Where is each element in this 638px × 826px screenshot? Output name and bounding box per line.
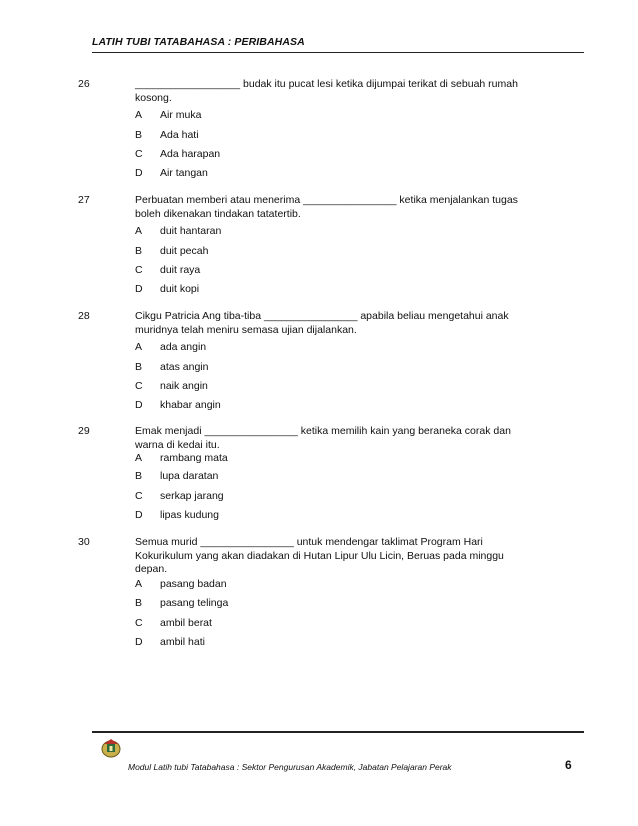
- option-letter: A: [135, 225, 143, 237]
- option-letter: C: [135, 617, 143, 629]
- option-text: pasang badan: [160, 578, 227, 590]
- option-text: Ada harapan: [160, 148, 221, 160]
- option-text: ambil berat: [160, 617, 212, 629]
- option-text: duit raya: [160, 264, 201, 276]
- option-text: Air tangan: [160, 167, 208, 179]
- page-header-title: LATIH TUBI TATABAHASA : PERIBAHASA: [92, 36, 305, 48]
- option-text: Air muka: [160, 109, 202, 121]
- option-text: duit pecah: [160, 245, 209, 257]
- question-stem: Perbuatan memberi atau menerima ________________ ketika menjalankan tugas boleh dikenakan tindakan tatatertib.: [135, 194, 518, 220]
- page-number: 6: [565, 758, 572, 772]
- option-letter: A: [135, 341, 143, 353]
- question-stem: Cikgu Patricia Ang tiba-tiba ________________ apabila beliau mengetahui anak muridnya telah meniru semasa ujian dijalankan.: [135, 310, 509, 336]
- option-letter: C: [135, 264, 143, 276]
- option-letter: C: [135, 380, 143, 392]
- option-letter: A: [135, 452, 143, 464]
- option-letter: D: [135, 399, 143, 411]
- option-text: ada angin: [160, 341, 207, 353]
- option-letter: A: [135, 109, 143, 121]
- option-text: lipas kudung: [160, 509, 219, 521]
- question-stem: Semua murid ________________ untuk mendengar taklimat Program Hari Kokurikulum yang akan diadakan di Hutan Lipur Ulu Licin, Beruas pada minggu depan.: [135, 536, 504, 575]
- question-number: 28: [78, 310, 90, 322]
- option-text: atas angin: [160, 361, 209, 373]
- question-number: 27: [78, 194, 90, 206]
- question-number: 29: [78, 425, 90, 437]
- option-letter: B: [135, 245, 143, 257]
- option-text: pasang telinga: [160, 597, 229, 609]
- question-stem: Emak menjadi ________________ ketika memilih kain yang beraneka corak dan warna di kedai itu.: [135, 425, 511, 451]
- option-letter: D: [135, 509, 143, 521]
- option-letter: B: [135, 129, 143, 141]
- option-letter: C: [135, 490, 143, 502]
- option-letter: B: [135, 597, 143, 609]
- option-letter: D: [135, 636, 143, 648]
- question-stem: __________________ budak itu pucat lesi ketika dijumpai terikat di sebuah rumah kosong.: [135, 78, 518, 104]
- option-letter: D: [135, 283, 143, 295]
- footer-text: Modul Latih tubi Tatabahasa : Sektor Pengurusan Akademik, Jabatan Pelajaran Perak: [128, 762, 452, 772]
- option-text: naik angin: [160, 380, 208, 392]
- option-text: serkap jarang: [160, 490, 224, 502]
- option-letter: B: [135, 361, 143, 373]
- option-text: duit kopi: [160, 283, 200, 295]
- footer-divider: [92, 731, 584, 733]
- question-number: 30: [78, 536, 90, 548]
- option-letter: B: [135, 470, 143, 482]
- option-text: khabar angin: [160, 399, 221, 411]
- option-letter: A: [135, 578, 143, 590]
- header-divider: [92, 52, 584, 53]
- option-text: duit hantaran: [160, 225, 222, 237]
- option-text: Ada hati: [160, 129, 199, 141]
- option-letter: D: [135, 167, 143, 179]
- option-text: rambang mata: [160, 452, 228, 464]
- option-text: lupa daratan: [160, 470, 219, 482]
- option-letter: C: [135, 148, 143, 160]
- question-number: 26: [78, 78, 90, 90]
- option-text: ambil hati: [160, 636, 205, 648]
- state-crest-icon: [100, 738, 122, 758]
